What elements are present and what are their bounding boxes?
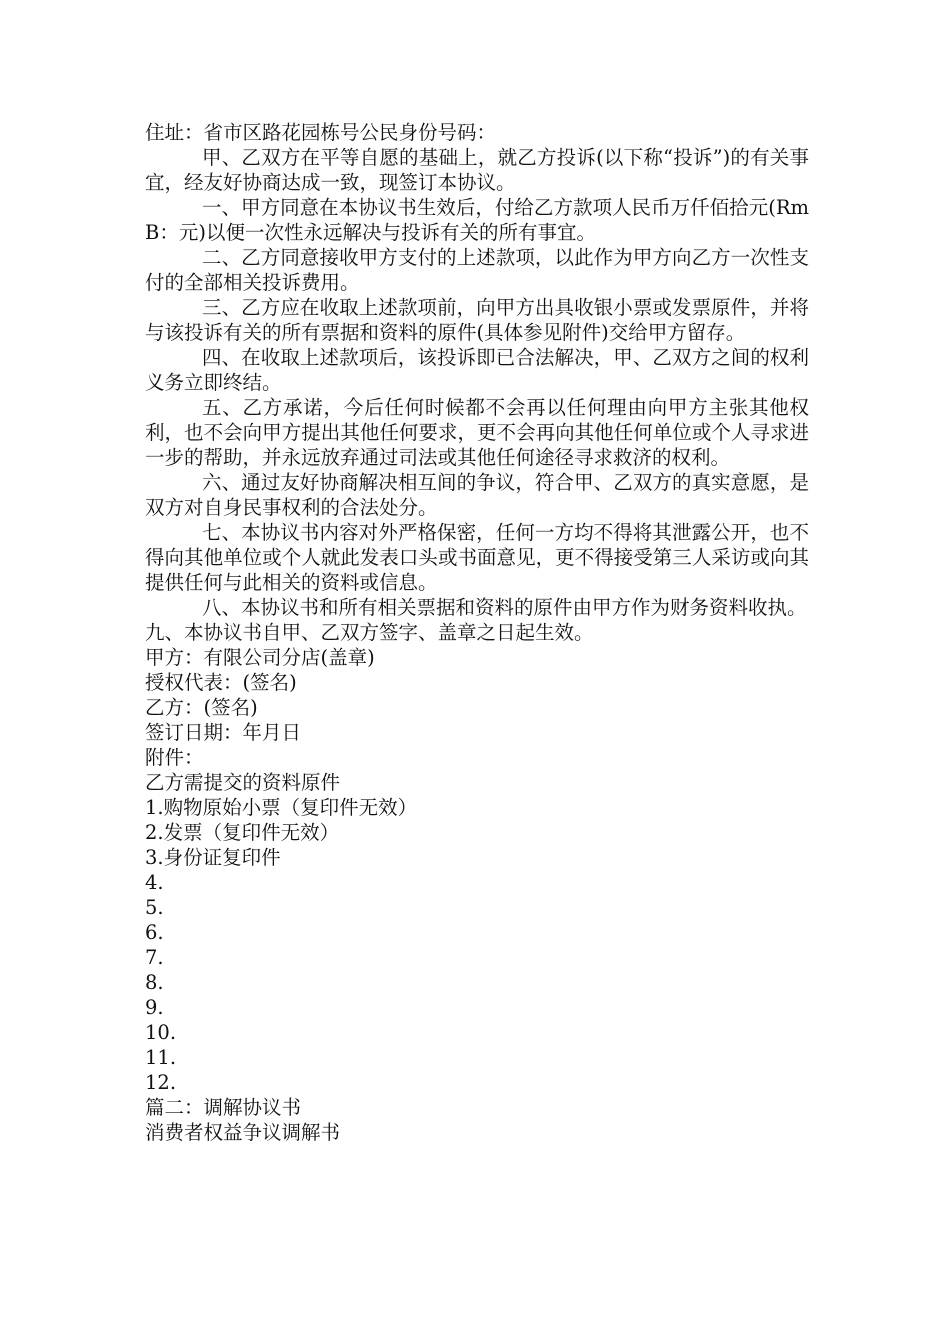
clause-1: 一、甲方同意在本协议书生效后，付给乙方款项人民币万仟佰拾元(RmB：元)以便一次性永远解决与投诉有关的所有事宜。: [145, 196, 809, 244]
attachment-item: 11.: [145, 1046, 177, 1069]
party-b-line: 乙方：(签名): [145, 696, 258, 719]
clause-3: 三、乙方应在收取上述款项前，向甲方出具收银小票或发票原件，并将与该投诉有关的所有票据和资料的原件(具体参见附件)交给甲方留存。: [145, 296, 809, 344]
attachment-item: 5.: [145, 896, 164, 919]
attachment-heading: 附件：: [145, 746, 204, 769]
preamble-paragraph: 甲、乙双方在平等自愿的基础上，就乙方投诉(以下称“投诉”)的有关事宜，经友好协商达成一致，现签订本协议。: [145, 146, 809, 194]
document-body: [145, 120, 809, 1145]
attachment-item: 6.: [145, 921, 164, 944]
attachment-item: 12.: [145, 1071, 177, 1094]
clause-9: 九、本协议书自甲、乙双方签字、盖章之日起生效。: [145, 621, 594, 644]
signing-date-line: 签订日期：年月日: [145, 721, 302, 744]
attachment-item: 2.发票（复印件无效）: [145, 821, 340, 844]
attachment-item: 1.购物原始小票（复印件无效）: [145, 796, 418, 819]
attachment-item: 8.: [145, 971, 164, 994]
clause-6: 六、通过友好协商解决相互间的争议，符合甲、乙双方的真实意愿，是双方对自身民事权利的合法处分。: [145, 471, 809, 519]
attachment-item: 9.: [145, 996, 164, 1019]
section-title: 篇二：调解协议书: [145, 1096, 302, 1119]
clause-4: 四、在收取上述款项后，该投诉即已合法解决，甲、乙双方之间的权利义务立即终结。: [145, 346, 809, 394]
attachment-item: 4.: [145, 871, 164, 894]
attachment-item: 10.: [145, 1021, 177, 1044]
clause-7: 七、本协议书内容对外严格保密，任何一方均不得将其泄露公开，也不得向其他单位或个人就此发表口头或书面意见，更不得接受第三人采访或向其提供任何与此相关的资料或信息。: [145, 521, 809, 594]
clause-2: 二、乙方同意接收甲方支付的上述款项，以此作为甲方向乙方一次性支付的全部相关投诉费用。: [145, 246, 809, 294]
party-a-line: 甲方：有限公司分店(盖章): [145, 646, 375, 669]
attachment-item: 3.身份证复印件: [145, 846, 281, 869]
clause-8: 八、本协议书和所有相关票据和资料的原件由甲方作为财务资料收执。: [202, 596, 807, 619]
address-line: 住址：省市区路花园栋号公民身份号码：: [145, 121, 497, 144]
attachment-subheading: 乙方需提交的资料原件: [145, 771, 341, 794]
authorized-rep-line: 授权代表：(签名): [145, 671, 297, 694]
attachment-item: 7.: [145, 946, 164, 969]
section-subtitle: 消费者权益争议调解书: [145, 1121, 341, 1144]
clause-5: 五、乙方承诺，今后任何时候都不会再以任何理由向甲方主张其他权利，也不会向甲方提出其他任何要求，更不会再向其他任何单位或个人寻求进一步的帮助，并永远放弃通过司法或其他任何途径寻求救济的权利。: [145, 396, 809, 469]
